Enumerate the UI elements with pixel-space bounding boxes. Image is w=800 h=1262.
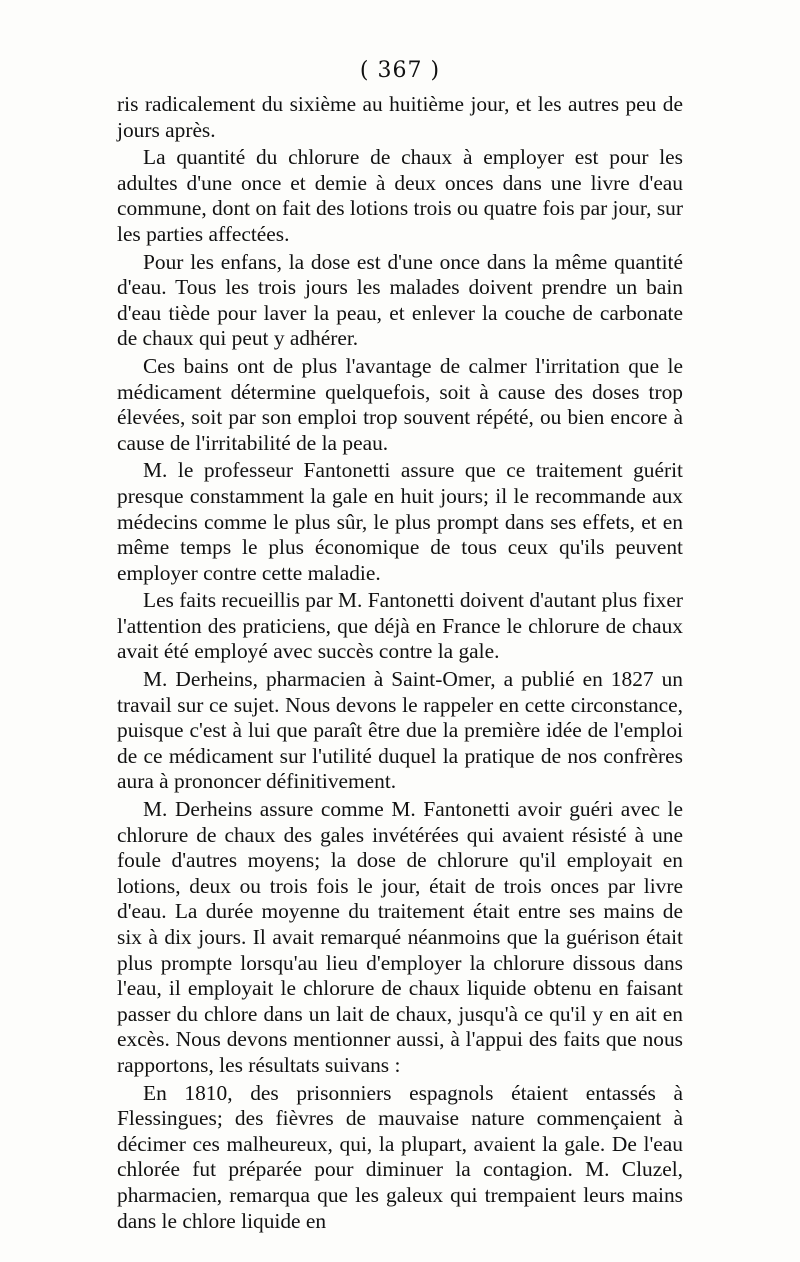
paragraph-9: En 1810, des prisonniers espagnols étaient entassés à Flessingues; des fièvres de mauvaise nature commençaient à décimer ces malheureux, qui, la plupart, avaient la gale. De l'eau chlorée fut préparée pour diminuer la contagion. M. Cluzel, pharmacien, remarqua que les galeux qui trempaient leurs mains dans le chlore liquide en [117, 1080, 683, 1233]
paragraph-3: Pour les enfans, la dose est d'une once dans la même quantité d'eau. Tous les trois jours les malades doivent prendre un bain d'eau tiède pour laver la peau, et enlever la couche de carbonate de chaux qui peut y adhérer. [117, 249, 683, 351]
paragraph-8: M. Derheins assure comme M. Fantonetti avoir guéri avec le chlorure de chaux des gales invétérées qui avaient résisté à une foule d'autres moyens; la dose de chlorure qu'il employait en lotions, deux ou trois fois le jour, était de trois onces par livre d'eau. La durée moyenne du traitement était entre ses mains de six à dix jours. Il avait remarqué néanmoins que la guérison était plus prompte lorsqu'au lieu d'employer la chlorure dissous dans l'eau, il employait le chlorure de chaux liquide obtenu en faisant passer du chlore dans un lait de chaux, jusqu'à ce qu'il y en ait en excès. Nous devons mentionner aussi, à l'appui des faits que nous rapportons, les résultats suivans : [117, 797, 683, 1077]
page-number: ( 367 ) [359, 58, 441, 83]
paragraph-4: Ces bains ont de plus l'avantage de calmer l'irritation que le médicament détermine quelquefois, soit à cause des doses trop élevées, soit par son emploi trop souvent répété, ou bien encore à cause de l'irritabilité de la peau. [117, 353, 683, 455]
paragraph-2: La quantité du chlorure de chaux à employer est pour les adultes d'une once et demie à deux onces dans une livre d'eau commune, dont on fait des lotions trois ou quatre fois par jour, sur les parties affectées. [117, 145, 683, 246]
paragraph-7: M. Derheins, pharmacien à Saint-Omer, a publié en 1827 un travail sur ce sujet. Nous devons le rappeler en cette circonstance, puisque c'est à lui que paraît être due la première idée de l'emploi de ce médicament sur l'utilité duquel la pratique de nos confrères aura à prononcer définitivement. [117, 667, 683, 794]
paragraph-1: ris radicalement du sixième au huitième jour, et les autres peu de jours après. [117, 92, 683, 142]
body-text [117, 92, 683, 1236]
paragraph-5: M. le professeur Fantonetti assure que ce traitement guérit presque constamment la gale en huit jours; il le recommande aux médecins comme le plus sûr, le plus prompt dans ses effets, et en même temps le plus économique de tous ceux qu'ils peuvent employer contre cette maladie. [117, 458, 683, 585]
paragraph-6: Les faits recueillis par M. Fantonetti doivent d'autant plus fixer l'attention des praticiens, que déjà en France le chlorure de chaux avait été employé avec succès contre la gale. [117, 588, 683, 664]
